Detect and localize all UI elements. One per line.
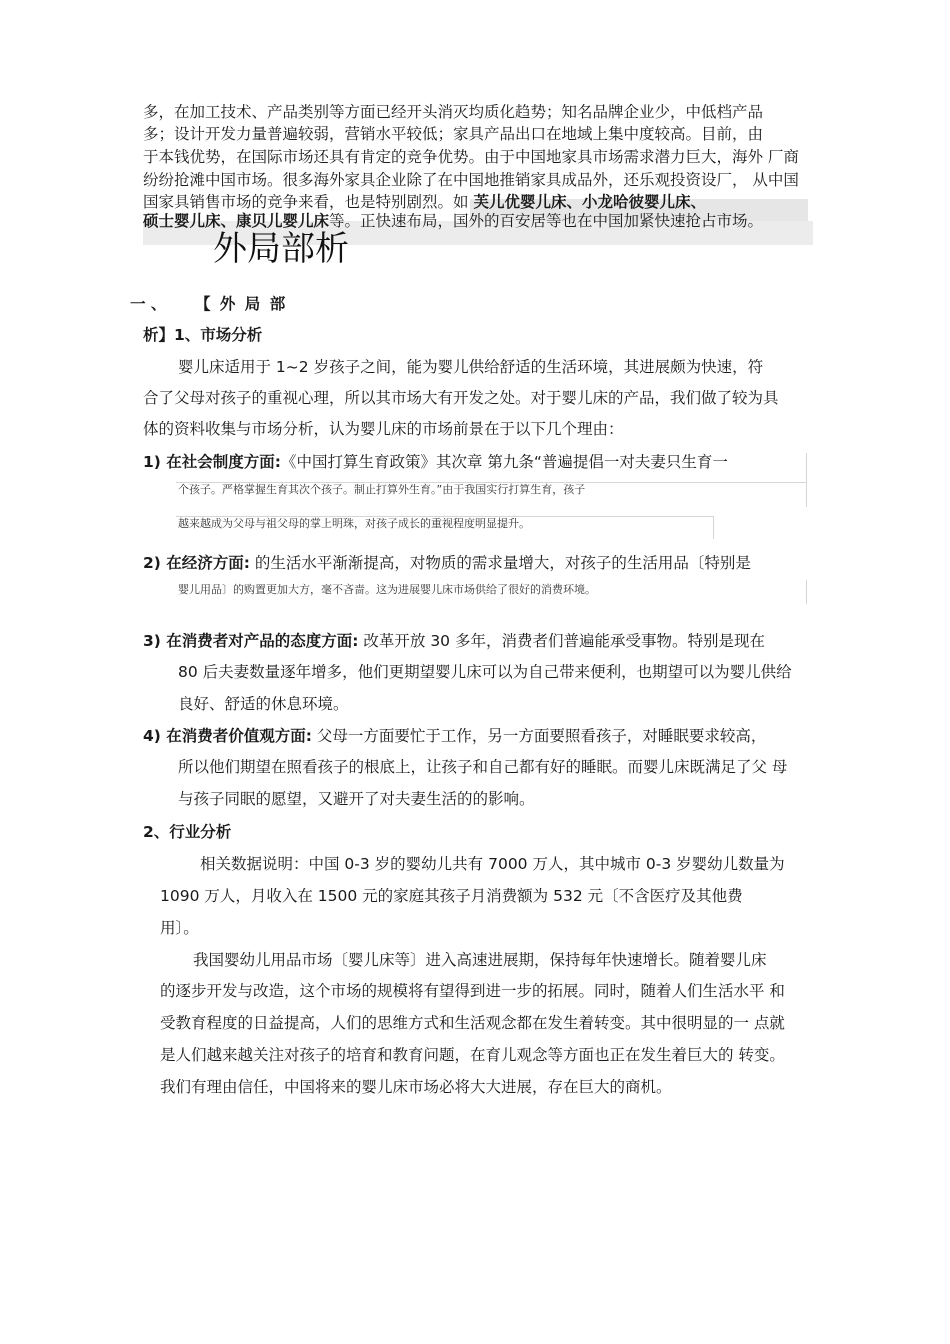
paragraph-line: 用〕。 (160, 919, 199, 937)
intro-line: 多；设计开发力量普遍较弱，营销水平较低；家具产品出口在地域上集中度较高。目前，由 (143, 125, 764, 143)
paragraph-line: 婴儿床适用于 1~2 岁孩子之间，能为婴儿供给舒适的生活环境，其进展颇为快速，符 (178, 358, 764, 376)
section-label: 【 外 局 部 (195, 295, 288, 313)
intro-line: 于本钱优势，在国际市场还具有肯定的竞争优势。由于中国地家具市场需求潜力巨大，海外 厂商 (143, 148, 799, 166)
subsection-title: 析】1、市场分析 (143, 326, 263, 344)
brand-list: 硕士婴儿床、康贝儿婴儿床 (143, 212, 330, 230)
intro-line: 纷纷抢滩中国市场。很多海外家具企业除了在中国地推销家具成品外，还乐观投资设厂， 从中国 (143, 171, 799, 189)
intro-text: 等。正快速布局，国外的百安居等也在中国加紧快速抢占市场。 (329, 212, 764, 230)
reason-title: 3) 在消费者对产品的态度方面: (143, 632, 359, 650)
reason-line: 80 后夫妻数量逐年增多，他们更期望婴儿床可以为自己带来便利，也期望可以为婴儿供给 (178, 663, 792, 681)
reason-item (143, 552, 751, 574)
reason-line: 良好、舒适的休息环境。 (178, 695, 349, 713)
reason-detail: 个孩子。严格掌握生育其次个孩子。制止打算外生育。”由于我国实行打算生育，孩子 (178, 483, 586, 496)
reason-title: 2) 在经济方面: (143, 554, 250, 572)
reason-item (143, 630, 765, 652)
paragraph-line: 体的资料收集与市场分析，认为婴儿床的市场前景在于以下几个理由： (143, 420, 624, 438)
reason-detail: 越来越成为父母与祖父母的掌上明珠，对孩子成长的重视程度明显提升。 (178, 517, 530, 530)
reason-text: 改革开放 30 多年，消费者们普遍能承受事物。特别是现在 (358, 632, 765, 650)
paragraph-line: 相关数据说明：中国 0-3 岁的婴幼儿共有 7000 万人，其中城市 0-3 岁婴幼儿数量为 (200, 855, 785, 873)
paragraph-line: 合了父母对孩子的重视心理，所以其市场大有开发之处。对于婴儿床的产品，我们做了较为具 (143, 389, 779, 407)
subsection-title: 2、行业分析 (143, 823, 232, 841)
paragraph-line: 1090 万人，月收入在 1500 元的家庭其孩子月消费额为 532 元〔不含医疗及其他费 (160, 887, 743, 905)
paragraph-line: 我国婴幼儿用品市场〔婴儿床等〕进入高速进展期，保持每年快速增长。随着婴儿床 (193, 951, 767, 969)
intro-text: 国家具销售市场的竞争来看，也是特别剧烈。如 (143, 193, 474, 211)
reason-item (143, 725, 766, 747)
reason-detail: 婴儿用品〕的购置更加大方，毫不吝啬。这为进展婴儿床市场供给了很好的消费环境。 (178, 583, 596, 596)
quote-frame (806, 453, 807, 507)
reason-title: 4) 在消费者价值观方面: (143, 727, 312, 745)
reason-text: 父母一方面要忙于工作，另一方面要照看孩子，对睡眠要求较高， (311, 727, 767, 745)
paragraph-line: 我们有理由信任，中国将来的婴儿床市场必将大大进展，存在巨大的商机。 (160, 1078, 672, 1096)
reason-text: 《中国打算生育政策》其次章 第九条“普遍提倡一对夫妻只生育一 (280, 453, 728, 471)
quote-frame (806, 580, 807, 604)
reason-title: 1) 在社会制度方面: (143, 453, 281, 471)
paragraph-line: 是人们越来越关注对孩子的培育和教育问题，在育儿观念等方面也正在发生着巨大的 转变。 (160, 1046, 785, 1064)
reason-line: 所以他们期望在照看孩子的根底上，让孩子和自己都有好的睡眠。而婴儿床既满足了父 母 (178, 758, 788, 776)
paragraph-line: 受教育程度的日益提高，人们的思维方式和生活观念都在发生着转变。其中很明显的一 点就 (160, 1014, 785, 1032)
intro-line: 多，在加工技术、产品类别等方面已经开头消灭均质化趋势；知名品牌企业少，中低档产品 (143, 103, 764, 121)
section-number: 一 、 (130, 295, 167, 313)
reason-text: 的生活水平渐渐提高，对物质的需求量增大，对孩子的生活用品〔特别是 (249, 554, 751, 572)
section-heading: 外局部析 (213, 229, 349, 269)
brand-list: 芙儿优婴儿床、小龙哈彼婴儿床、 (473, 193, 706, 211)
reason-item (143, 451, 728, 473)
paragraph-line: 的逐步开发与改造，这个市场的规模将有望得到进一步的拓展。同时，随着人们生活水平 和 (160, 982, 785, 1000)
reason-line: 与孩子同眠的愿望，又避开了对夫妻生活的的影响。 (178, 790, 535, 808)
